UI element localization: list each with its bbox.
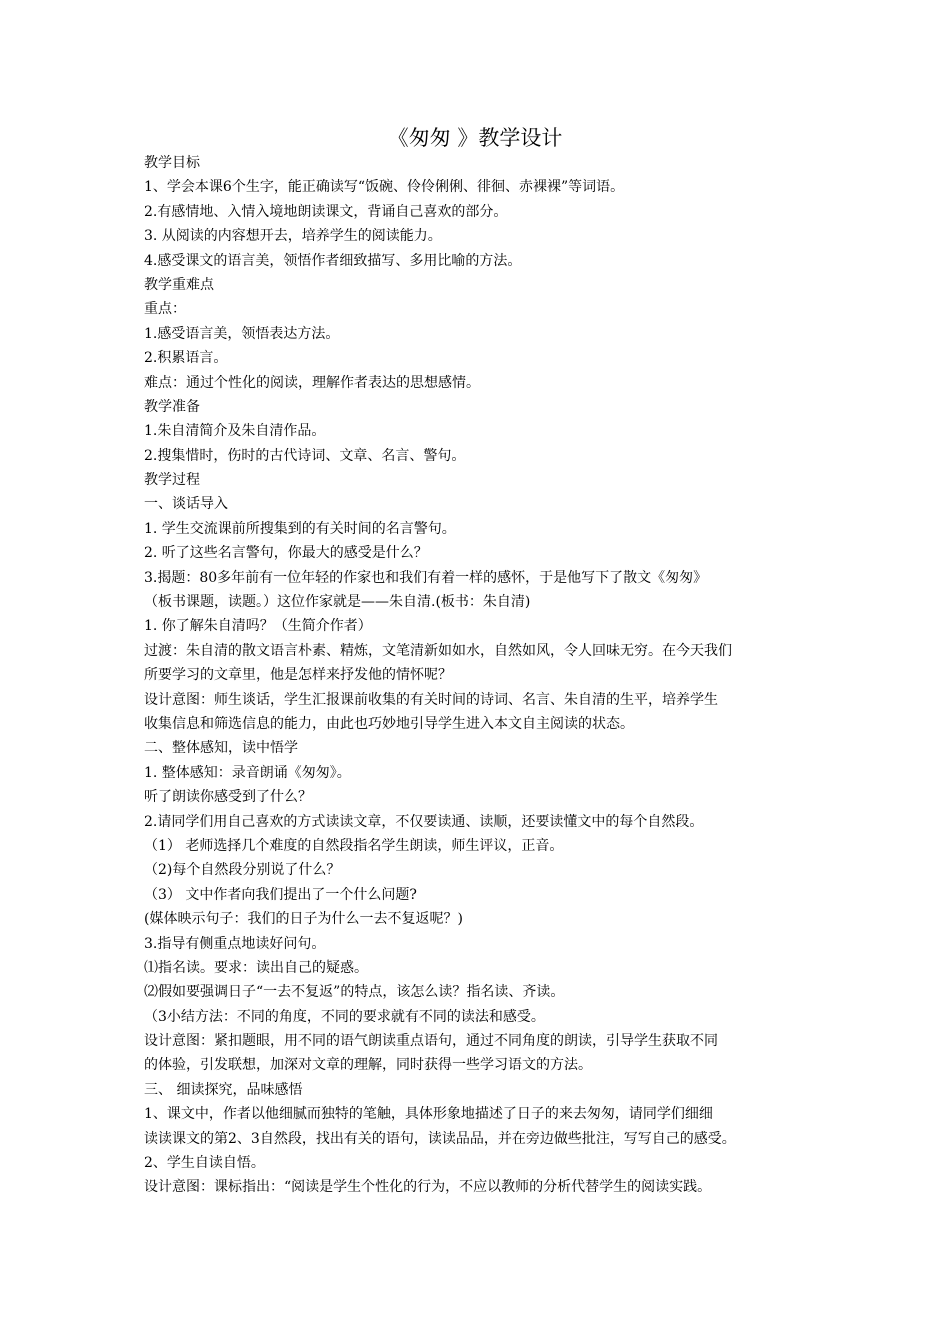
text-line: 3.指导有侧重点地读好问句。 [144,935,326,952]
text-line: （2)每个自然段分别说了什么？ [144,862,341,879]
text-line: 4.感受课文的语言美，领悟作者细致描写、多用比喻的方法。 [144,252,522,269]
text-line: 设计意图：师生谈话，学生汇报课前收集的有关时间的诗词、名言、朱自清的生平，培养学生 [144,691,718,708]
text-line: 设计意图：课标指出：“阅读是学生个性化的行为，不应以教师的分析代替学生的阅读实践。 [144,1179,712,1196]
text-line: 一、谈话导入 [144,496,228,513]
document-title: 《匆匆 》教学设计 [387,126,563,150]
text-line: （3小结方法：不同的角度，不同的要求就有不同的读法和感受。 [144,1008,545,1025]
text-line: 教学准备 [144,398,200,415]
text-line: 1.朱自清简介及朱自清作品。 [144,423,326,440]
text-line: 听了朗读你感受到了什么？ [144,789,312,806]
text-line: （板书课题，读题。）这位作家就是——朱自清.(板书：朱自清) [144,594,531,611]
text-line: 三、 细读探究，品味感悟 [144,1081,303,1098]
text-line: 1、学会本课6个生字，能正确读写“饭碗、伶伶俐俐、徘徊、赤裸裸”等词语。 [144,179,625,196]
text-line: 的体验，引发联想，加深对文章的理解，同时获得一些学习语文的方法。 [144,1057,592,1074]
text-line: 1.感受语言美，领悟表达方法。 [144,325,340,342]
text-line: 2、学生自读自悟。 [144,1155,265,1172]
text-line: 教学重难点 [144,276,214,293]
text-line: 2.有感情地、入情入境地朗读课文，背诵自己喜欢的部分。 [144,203,508,220]
text-line: 过渡：朱自清的散文语言朴素、精炼，文笔清新如如水，自然如风，令人回味无穷。在今天我们 [144,642,732,659]
text-line: 所要学习的文章里，他是怎样来抒发他的情怀呢？ [144,667,452,684]
text-line: 读读课文的第2、3自然段，找出有关的语句，读读品品，并在旁边做些批注，写写自己的感受。 [144,1130,736,1147]
text-line: 3. 从阅读的内容想开去，培养学生的阅读能力。 [144,228,442,245]
text-line: (媒体映示句子：我们的日子为什么一去不复返呢？) [144,911,463,928]
text-line: 1、课文中，作者以他细腻而独特的笔触，具体形象地描述了日子的来去匆匆，请同学们细细 [144,1106,713,1123]
text-line: 难点：通过个性化的阅读，理解作者表达的思想感情。 [144,374,480,391]
text-line: 2.搜集惜时，伤时的古代诗词、文章、名言、警句。 [144,447,466,464]
text-line: 3.揭题：80多年前有一位年轻的作家也和我们有着一样的感怀，于是他写下了散文《匆匆》 [144,569,708,586]
text-line: 收集信息和筛选信息的能力，由此也巧妙地引导学生进入本文自主阅读的状态。 [144,715,634,732]
text-line: 二、整体感知，读中悟学 [144,740,298,757]
text-line: 设计意图：紧扣题眼，用不同的语气朗读重点语句，通过不同角度的朗读，引导学生获取不同 [144,1033,718,1050]
text-line: 1. 你了解朱自清吗？（生简介作者） [144,618,372,635]
text-line: （3） 文中作者向我们提出了一个什么问题? [144,886,417,903]
text-line: 2.积累语言。 [144,350,228,367]
text-line: 2.请同学们用自己喜欢的方式读读文章，不仅要读通、读顺，还要读懂文中的每个自然段。 [144,813,704,830]
text-line: 1. 学生交流课前所搜集到的有关时间的名言警句。 [144,520,456,537]
text-line: 1. 整体感知：录音朗诵《匆匆》。 [144,764,351,781]
text-line: 重点： [144,301,186,318]
text-line: 教学目标 [144,155,200,171]
text-line: 教学过程 [144,472,200,489]
text-line: 2. 听了这些名言警句，你最大的感受是什么？ [144,545,428,562]
text-line: ⑴指名读。要求：读出自己的疑惑。 [144,959,368,976]
text-line: ⑵假如要强调日子“一去不复返”的特点，该怎么读？指名读、齐读。 [144,984,565,1001]
text-line: （1） 老师选择几个难度的自然段指名学生朗读，师生评议，正音。 [144,837,564,854]
document-body [144,151,814,1200]
